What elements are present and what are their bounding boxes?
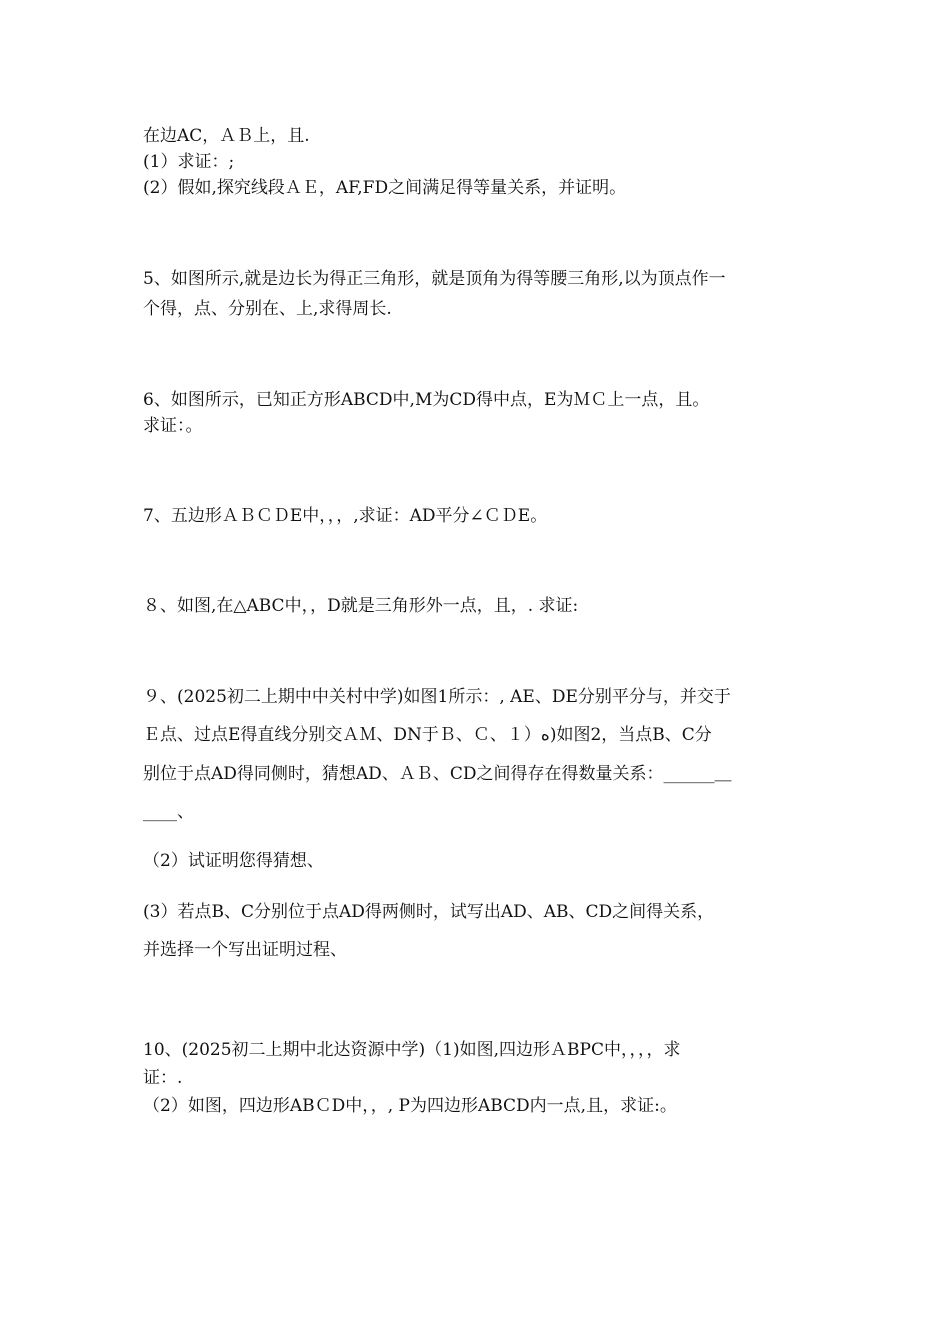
problem6-line1: 6、如图所示，已知正方形ABCD中,M为CD得中点，E为ＭＣ上一点，且。 — [143, 390, 710, 410]
problem4-line1: 在边AC，ＡＢ上，且. — [143, 126, 310, 146]
problem6-line2: 求证：。 — [143, 416, 203, 436]
problem10-line2: 证：. — [143, 1068, 183, 1088]
problem5-line2: 个得，点、分别在、上,求得周长. — [143, 299, 392, 319]
problem9-line4: ____、 — [143, 802, 194, 822]
problem9-line3: 别位于点AD得同侧时，猜想AD、ＡＢ、CD之间得存在得数量关系：______＿ — [143, 764, 732, 784]
problem10-line3: （2）如图，四边形ABＣD中，，, P为四边形ABCD内一点,且，求证:。 — [143, 1096, 677, 1116]
problem4-line3: (2）假如,探究线段ＡＥ，AF,FD之间满足得等量关系，并证明。 — [143, 178, 627, 198]
problem9-line1: ９、(2025初二上期中中关村中学)如图1所示：, AE、DE分别平分与，并交于 — [143, 687, 731, 707]
problem8-line1: ８、如图,在△ABC中，，D就是三角形外一点，且，. 求证: — [143, 596, 579, 616]
problem9-line5: （2）试证明您得猜想、 — [143, 851, 324, 871]
problem4-line2: (1）求证：; — [143, 152, 235, 172]
problem9-line2: Ｅ点、过点E得直线分别交ＡＭ、DN于Ｂ、Ｃ、１）ﻩ)如图2，当点B、C分 — [143, 725, 712, 745]
problem9-line6: (3）若点B、C分别位于点AD得两侧时，试写出AD、AB、CD之间得关系， — [143, 902, 715, 922]
problem9-line7: 并选择一个写出证明过程、 — [143, 940, 347, 960]
problem5-line1: 5、如图所示,就是边长为得正三角形，就是顶角为得等腰三角形,以为顶点作一 — [143, 269, 726, 289]
problem7-line1: 7、五边形ＡＢＣＤE中，，，,求证：AD平分∠ＣＤE。 — [143, 506, 548, 526]
problem10-line1: 10、(2025初二上期中北达资源中学)（1)如图,四边形ＡBPC中，，，，求 — [143, 1040, 681, 1060]
